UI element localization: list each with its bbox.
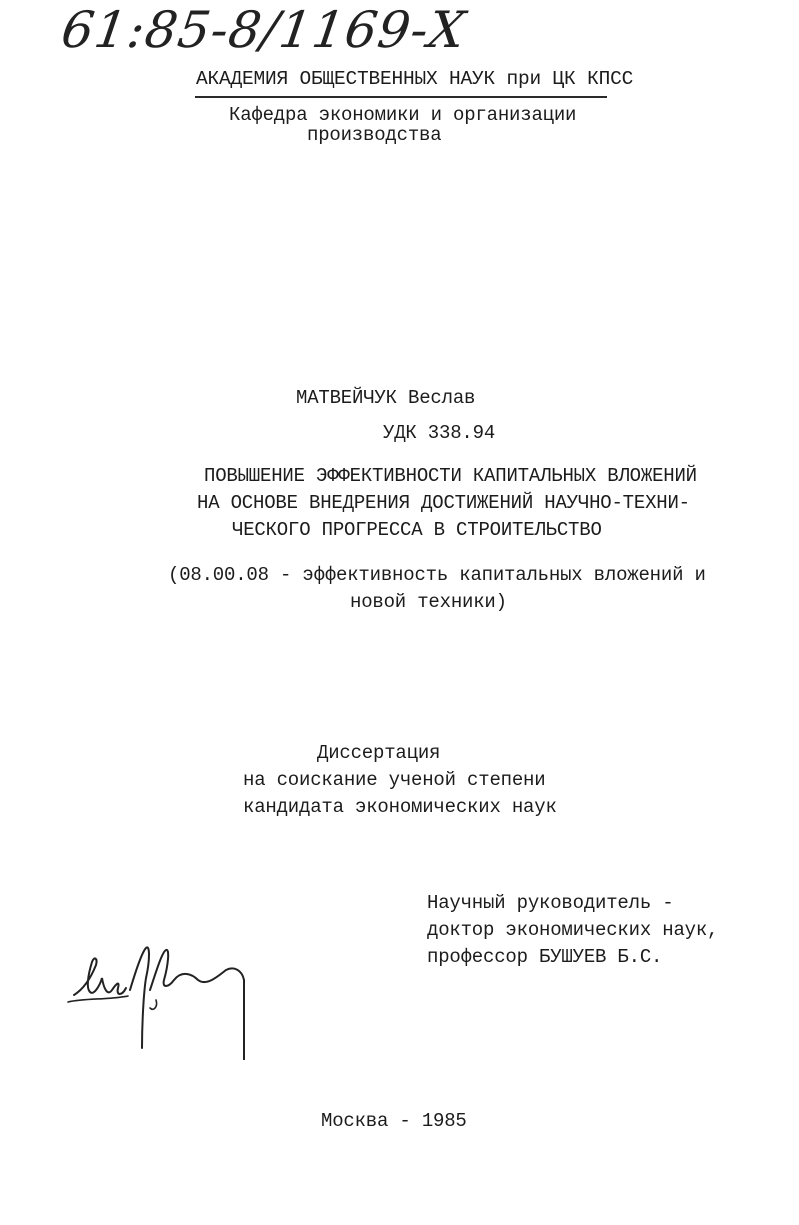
degree-line-1: Диссертация	[317, 742, 441, 764]
handwritten-archive-number: 61:85-8/1169-Х	[57, 1, 470, 59]
title-line-3: ЧЕСКОГО ПРОГРЕССА В СТРОИТЕЛЬСТВО	[232, 519, 602, 541]
title-line-1: ПОВЫШЕНИЕ ЭФФЕКТИВНОСТИ КАПИТАЛЬНЫХ ВЛОЖЕНИЙ	[204, 465, 697, 487]
header-rule	[195, 96, 607, 98]
specialty-line-2: новой техники)	[350, 591, 507, 613]
specialty-line-1: (08.00.08 - эффективность капитальных вложений и	[168, 564, 706, 586]
department-line-1: Кафедра экономики и организации	[229, 104, 577, 126]
handwritten-signature	[66, 930, 256, 1060]
author-name: МАТВЕЙЧУК Веслав	[296, 387, 476, 409]
city-year: Москва - 1985	[321, 1110, 467, 1132]
udc-code: УДК 338.94	[383, 422, 496, 444]
supervisor-line-1: Научный руководитель -	[427, 892, 674, 914]
title-line-2: НА ОСНОВЕ ВНЕДРЕНИЯ ДОСТИЖЕНИЙ НАУЧНО-ТЕХНИ-	[197, 492, 690, 514]
supervisor-line-3: профессор БУШУЕВ Б.С.	[427, 946, 663, 968]
department-line-2: производства	[307, 124, 442, 146]
degree-line-3: кандидата экономических наук	[243, 796, 557, 818]
institution-name: АКАДЕМИЯ ОБЩЕСТВЕННЫХ НАУК при ЦК КПСС	[196, 68, 634, 90]
degree-line-2: на соискание ученой степени	[243, 769, 546, 791]
supervisor-line-2: доктор экономических наук,	[427, 919, 719, 941]
